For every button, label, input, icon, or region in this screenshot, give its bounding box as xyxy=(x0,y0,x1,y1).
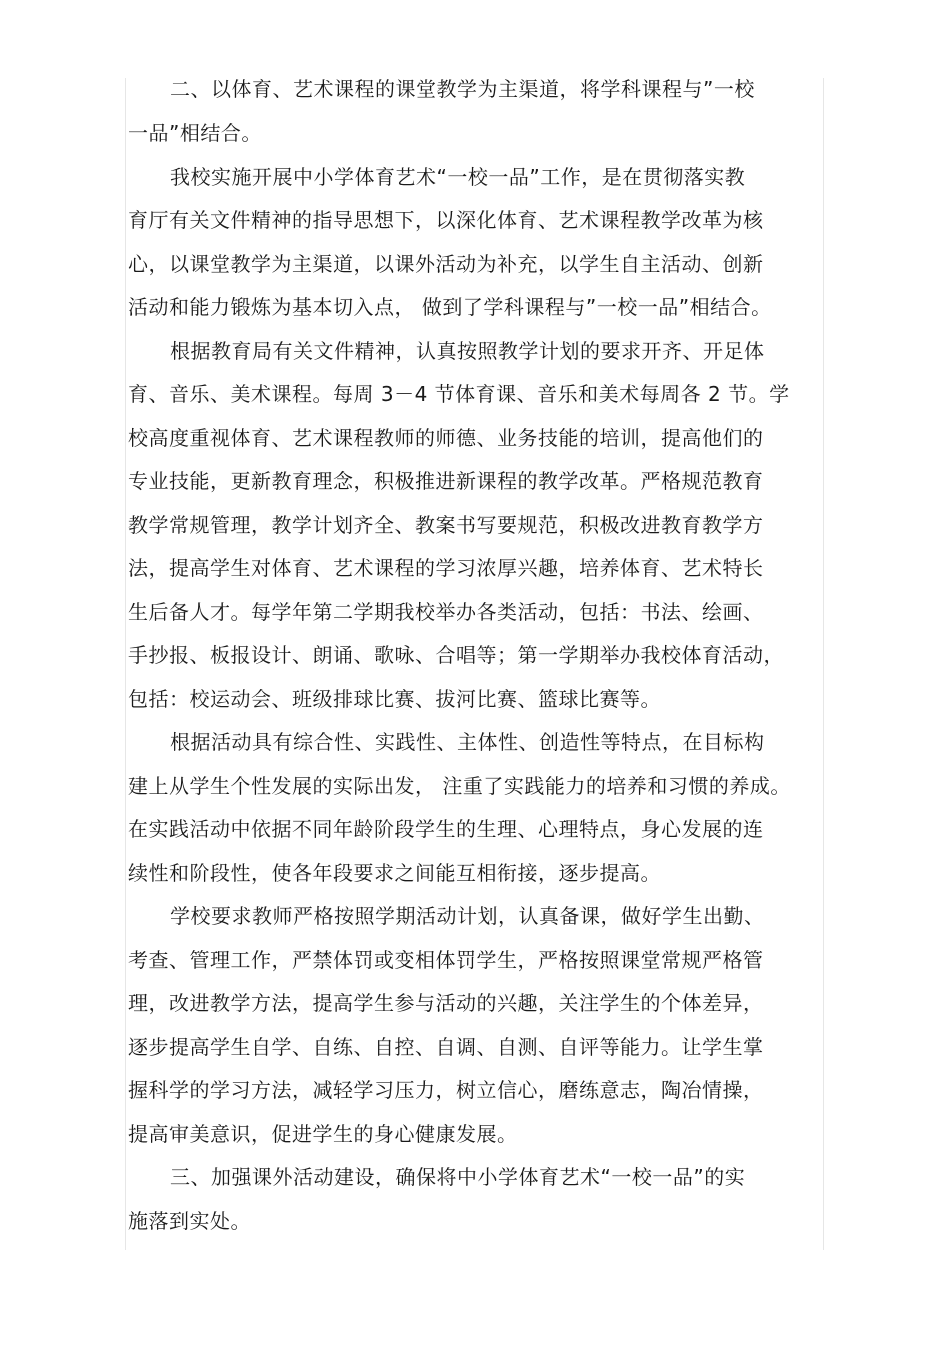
text-line: 提高审美意识，促进学生的身心健康发展。 xyxy=(128,1122,518,1146)
right-margin-rule xyxy=(823,78,824,1250)
text-line: 施落到实处。 xyxy=(128,1209,251,1233)
left-margin-rule xyxy=(125,78,126,1250)
paragraph-start: 我校实施开展中小学体育艺术“一校一品”工作，是在贯彻落实教 xyxy=(170,165,746,189)
text-line: 逐步提高学生自学、自练、自控、自调、自测、自评等能力。让学生掌 xyxy=(128,1035,764,1059)
text-line: 握科学的学习方法，减轻学习压力，树立信心，磨练意志，陶冶情操， xyxy=(128,1078,764,1102)
paragraph-start: 根据教育局有关文件精神，认真按照教学计划的要求开齐、开足体 xyxy=(170,339,765,363)
text-line: 考查、管理工作，严禁体罚或变相体罚学生，严格按照课堂常规严格管 xyxy=(128,948,764,972)
text-line: 建上从学生个性发展的实际出发， 注重了实践能力的培养和习惯的养成。 xyxy=(128,774,791,798)
text-line: 生后备人才。每学年第二学期我校举办各类活动，包括：书法、绘画、 xyxy=(128,600,764,624)
text-line: 育厅有关文件精神的指导思想下，以深化体育、艺术课程教学改革为核 xyxy=(128,208,764,232)
heading-section-two: 二、以体育、艺术课程的课堂教学为主渠道，将学科课程与”一校 xyxy=(170,77,755,101)
text-line: 校高度重视体育、艺术课程教师的师德、业务技能的培训，提高他们的 xyxy=(128,426,764,450)
text-line: 手抄报、板报设计、朗诵、歌咏、合唱等；第一学期举办我校体育活动， xyxy=(128,643,784,667)
text-line: 育、音乐、美术课程。每周 3－4 节体育课、音乐和美术每周各 2 节。学 xyxy=(128,382,790,406)
text-line: 续性和阶段性，使各年段要求之间能互相衔接，逐步提高。 xyxy=(128,861,661,885)
text-line: 理，改进教学方法，提高学生参与活动的兴趣，关注学生的个体差异， xyxy=(128,991,764,1015)
text-line: 心，以课堂教学为主渠道，以课外活动为补充，以学生自主活动、创新 xyxy=(128,252,764,276)
text-line: 在实践活动中依据不同年龄阶段学生的生理、心理特点，身心发展的连 xyxy=(128,817,764,841)
text-line: 教学常规管理，教学计划齐全、教案书写要规范，积极改进教育教学方 xyxy=(128,513,764,537)
paragraph-start: 根据活动具有综合性、实践性、主体性、创造性等特点，在目标构 xyxy=(170,730,765,754)
text-line: 一品”相结合。 xyxy=(128,121,262,145)
text-line: 包括：校运动会、班级排球比赛、拔河比赛、篮球比赛等。 xyxy=(128,687,661,711)
heading-section-three: 三、加强课外活动建设，确保将中小学体育艺术“一校一品”的实 xyxy=(170,1165,746,1189)
paragraph-start: 学校要求教师严格按照学期活动计划，认真备课，做好学生出勤、 xyxy=(170,904,765,928)
text-line: 法，提高学生对体育、艺术课程的学习浓厚兴趣，培养体育、艺术特长 xyxy=(128,556,764,580)
text-line: 活动和能力锻炼为基本切入点， 做到了学科课程与”一校一品”相结合。 xyxy=(128,295,772,319)
text-line: 专业技能，更新教育理念，积极推进新课程的教学改革。严格规范教育 xyxy=(128,469,764,493)
